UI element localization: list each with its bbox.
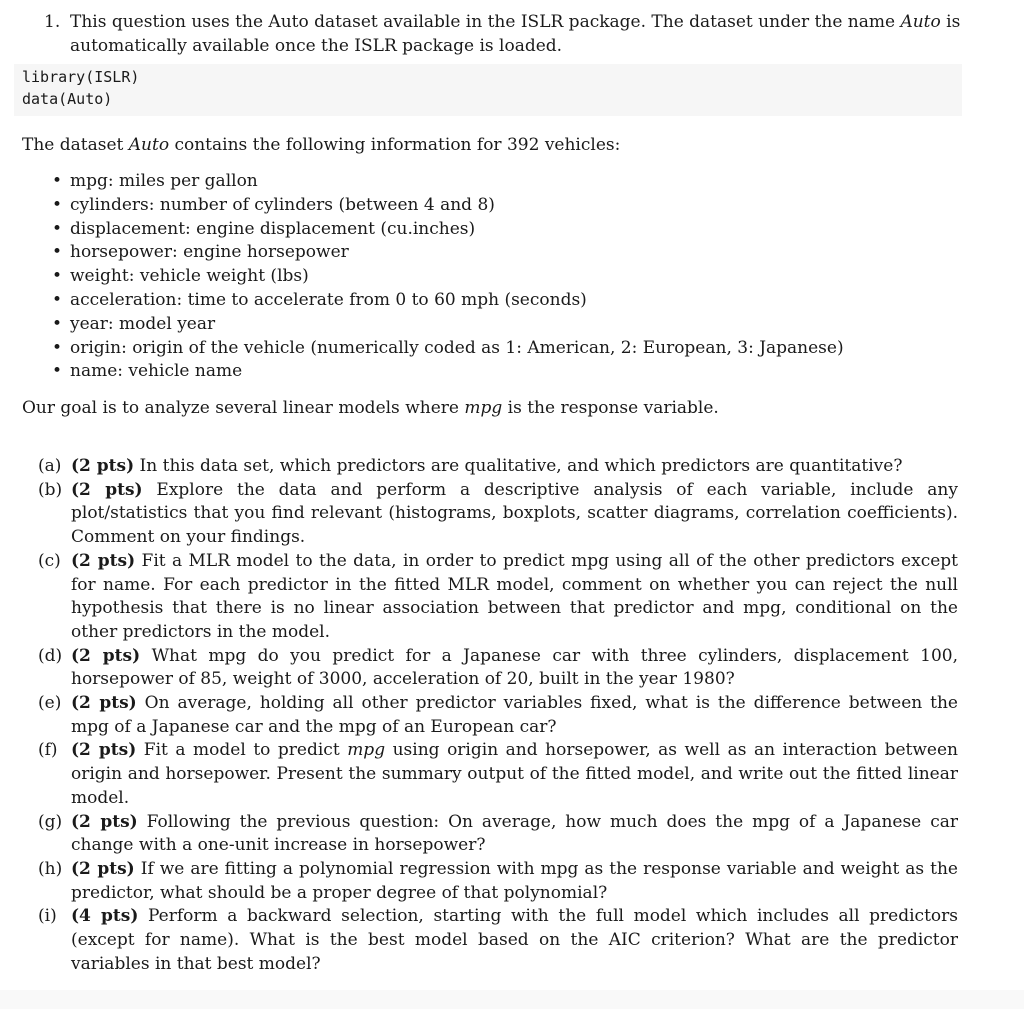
part-points: (2 pts) bbox=[71, 858, 135, 879]
part-text: using origin and horsepower, as well as an interaction between origin and horsepower. Present the summary output of the fitted model, and write out the fitted linear model. bbox=[71, 740, 958, 808]
intro-paragraph bbox=[22, 133, 962, 157]
part-item bbox=[38, 455, 958, 479]
intro-dataset: Auto bbox=[128, 135, 170, 155]
part-text: Explore the data and perform a descriptive analysis of each variable, include any plot/statistics that you find relevant (histograms, boxplots, scatter diagrams, correlation coefficients). Comment on your findings. bbox=[71, 479, 958, 548]
page-bottom-strip bbox=[0, 990, 1024, 1009]
list-item: • acceleration: time to accelerate from 0 to 60 mph (seconds) bbox=[46, 289, 946, 313]
part-label: (f) bbox=[38, 740, 58, 761]
part-points: (2 pts) bbox=[71, 456, 135, 476]
list-item: • year: model year bbox=[46, 313, 946, 337]
part-label: (g) bbox=[38, 811, 63, 832]
goal-text: is the response variable. bbox=[502, 398, 719, 418]
goal-paragraph bbox=[22, 396, 962, 420]
list-item: • origin: origin of the vehicle (numerically coded as 1: American, 2: European, 3: Japanese) bbox=[46, 337, 946, 361]
part-points: (2 pts) bbox=[71, 550, 136, 571]
question-number: 1. bbox=[44, 12, 61, 32]
part-text: If we are fitting a polynomial regression with mpg as the response variable and weight as the predictor, what should be a proper degree of that polynomial? bbox=[71, 858, 958, 903]
list-item: • mpg: miles per gallon bbox=[46, 170, 946, 194]
part-label: (d) bbox=[38, 645, 63, 666]
code-line: data(Auto) bbox=[22, 90, 113, 108]
part-points: (2 pts) bbox=[71, 811, 138, 832]
part-label: (c) bbox=[38, 550, 61, 571]
intro-text: The dataset bbox=[22, 135, 129, 155]
part-item bbox=[38, 645, 958, 692]
intro-text: contains the following information for 392 vehicles: bbox=[169, 135, 621, 155]
question-text bbox=[70, 10, 962, 58]
code-block bbox=[14, 64, 962, 116]
list-item: • weight: vehicle weight (lbs) bbox=[46, 265, 946, 289]
part-text: In this data set, which predictors are qualitative, and which predictors are quantitative? bbox=[134, 456, 903, 476]
part-points: (2 pts) bbox=[71, 740, 137, 761]
part-label: (e) bbox=[38, 693, 62, 714]
part-item bbox=[38, 692, 958, 739]
question-parts bbox=[38, 455, 958, 976]
goal-variable: mpg bbox=[464, 398, 503, 418]
list-item: • cylinders: number of cylinders (between 4 and 8) bbox=[46, 194, 946, 218]
part-text: Perform a backward selection, starting with the full model which includes all predictors (except for name). What is the best model based on the AIC criterion? What are the predictor variables in that best model? bbox=[71, 906, 958, 974]
part-item bbox=[38, 858, 958, 905]
part-item bbox=[38, 479, 958, 550]
part-text: On average, holding all other predictor variables fixed, what is the difference between the mpg of a Japanese car and the mpg of an European car? bbox=[71, 693, 958, 737]
goal-text: Our goal is to analyze several linear models where bbox=[22, 398, 465, 418]
part-text: Following the previous question: On average, how much does the mpg of a Japanese car change with a one-unit increase in horsepower? bbox=[71, 811, 958, 856]
part-item bbox=[38, 550, 958, 645]
question-text-part: This question uses the Auto dataset available in the ISLR package. The dataset under the name bbox=[70, 12, 901, 32]
variable-list bbox=[46, 170, 946, 384]
part-label: (h) bbox=[38, 858, 63, 879]
code-line: library(ISLR) bbox=[22, 68, 140, 86]
part-label: (a) bbox=[38, 456, 62, 476]
part-item bbox=[38, 905, 958, 976]
dataset-name: Auto bbox=[900, 12, 941, 32]
part-item bbox=[38, 811, 958, 858]
list-item: • name: vehicle name bbox=[46, 360, 946, 384]
part-points: (2 pts) bbox=[71, 645, 141, 666]
part-points: (2 pts) bbox=[71, 479, 143, 500]
part-variable: mpg bbox=[347, 740, 386, 761]
part-label: (i) bbox=[38, 906, 57, 927]
part-points: (2 pts) bbox=[71, 693, 137, 714]
question-text-part: is automatically available once the ISLR package is loaded. bbox=[70, 12, 961, 56]
question-header bbox=[44, 10, 962, 58]
part-text: Fit a model to predict bbox=[136, 740, 348, 761]
part-item bbox=[38, 739, 958, 810]
list-item: • displacement: engine displacement (cu.inches) bbox=[46, 218, 946, 242]
part-text: Fit a MLR model to the data, in order to predict mpg using all of the other predictors except for name. For each predictor in the fitted MLR model, comment on whether you can reject the null hypothesis that there is no linear association between that predictor and mpg, conditional on the other predictors in the model. bbox=[71, 550, 958, 642]
part-text: What mpg do you predict for a Japanese car with three cylinders, displacement 100, horsepower of 85, weight of 3000, acceleration of 20, built in the year 1980? bbox=[71, 645, 958, 690]
part-points: (4 pts) bbox=[71, 906, 139, 927]
part-label: (b) bbox=[38, 479, 63, 500]
list-item: • horsepower: engine horsepower bbox=[46, 241, 946, 265]
